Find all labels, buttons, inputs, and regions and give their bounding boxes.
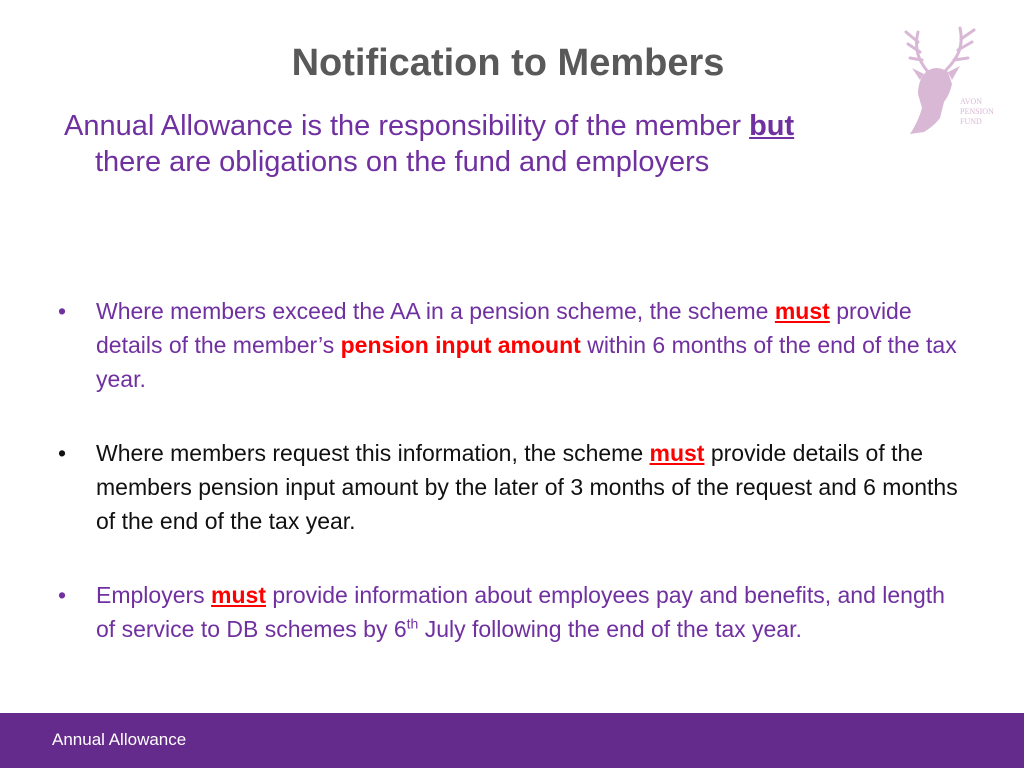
- bullet-item-employers: [56, 578, 966, 646]
- bullet-text: Where members exceed the AA in a pension scheme, the scheme: [96, 298, 775, 324]
- footer-bar: [0, 713, 1024, 768]
- bullet-text: within 6 months of the end of the tax year.: [96, 332, 957, 392]
- bullet-text: provide information about employees pay and benefits, and length of service to DB schemes by 6: [96, 582, 945, 642]
- intro-text-part2: there are obligations on the fund and employers: [95, 146, 710, 178]
- bullet-text: provide details of the member’s: [96, 298, 912, 358]
- bullet-list: [56, 294, 966, 686]
- bullet-marker: •: [58, 298, 67, 324]
- logo-text-fund: FUND: [960, 117, 982, 126]
- intro-statement: [64, 108, 944, 180]
- must-emphasis: must: [774, 298, 830, 324]
- bullet-marker: •: [58, 582, 67, 608]
- ordinal-suffix: th: [406, 615, 419, 632]
- must-emphasis: must: [211, 582, 266, 608]
- logo-text-avon: AVON: [960, 97, 983, 106]
- slide-title: Notification to Members: [291, 42, 725, 84]
- logo-text-pension: PENSION: [960, 107, 994, 116]
- intro-emphasis: but: [749, 110, 795, 142]
- intro-text-part1: Annual Allowance is the responsibility of the member: [64, 110, 750, 142]
- bullet-text: provide details of the members pension input amount by the later of 3 months of the request and 6 months of the end of the tax year.: [96, 440, 958, 534]
- bullet-text: July following the end of the tax year.: [418, 616, 802, 642]
- bullet-item-member-request: [56, 436, 966, 538]
- must-emphasis: must: [649, 440, 705, 466]
- bullet-item-exceed-aa: [56, 294, 966, 396]
- bullet-marker: •: [58, 440, 67, 466]
- bullet-text: Where members request this information, the scheme: [96, 440, 650, 466]
- footer-title: Annual Allowance: [52, 730, 187, 749]
- pension-input-amount-highlight: pension input amount: [340, 332, 581, 358]
- bullet-text: Employers: [96, 582, 212, 608]
